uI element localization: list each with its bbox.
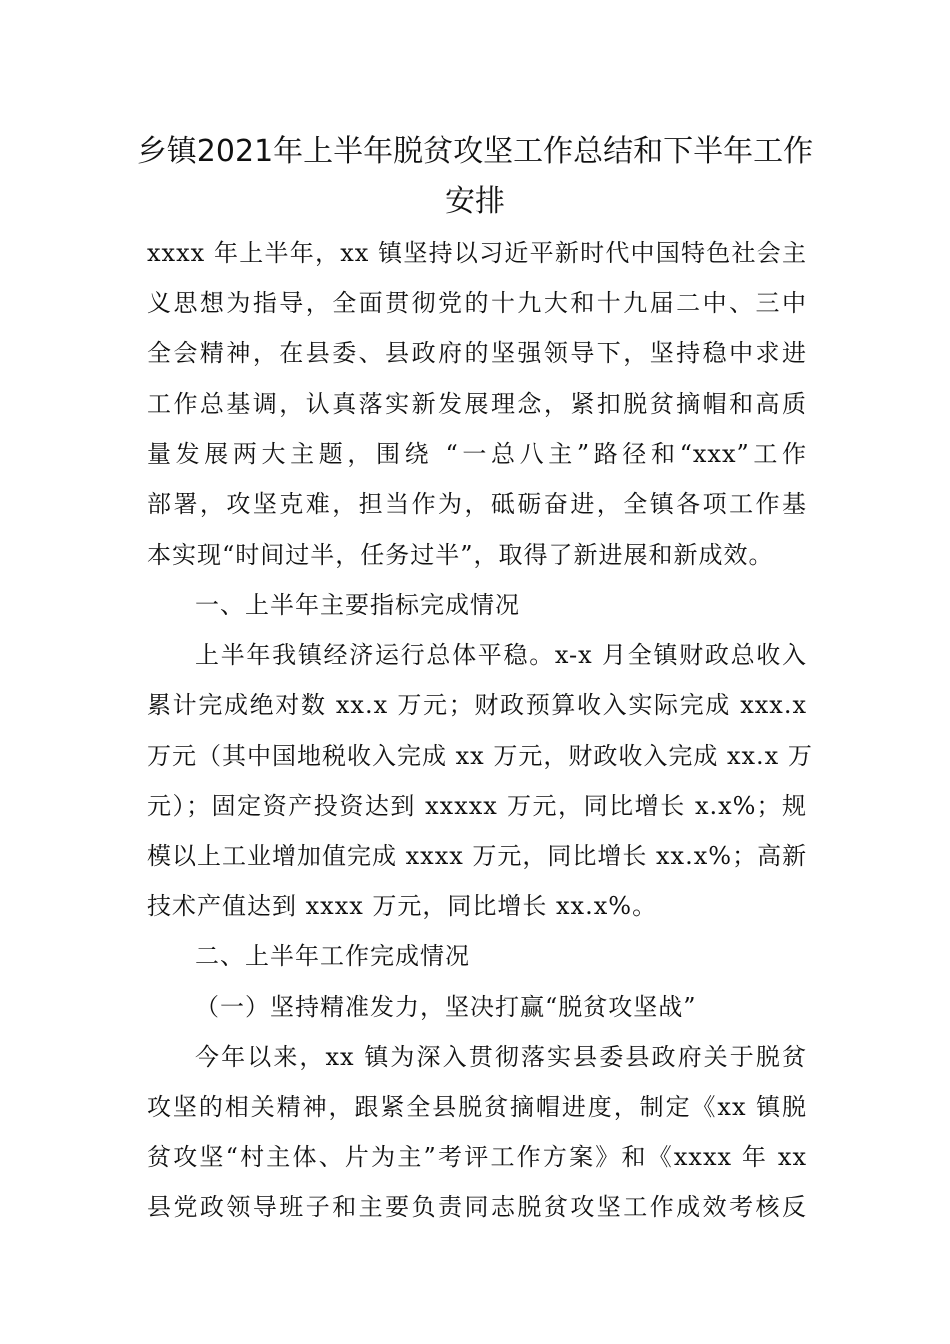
body-line-2: 义思想为指导，全面贯彻党的十九大和十九届二中、三中 xyxy=(147,289,807,317)
body-line-16: 贫攻坚“村主体、片为主”考评工作方案》和《xxxx 年 xx xyxy=(147,1143,807,1171)
body-line-3: 全会精神，在县委、县政府的坚强领导下，坚持稳中求进 xyxy=(147,339,807,367)
body-line-9: 累计完成绝对数 xx.x 万元；财政预算收入实际完成 xxx.x xyxy=(147,691,807,719)
body-line-15: 攻坚的相关精神，跟紧全县脱贫摘帽进度，制定《xx 镇脱 xyxy=(147,1093,807,1121)
body-line-17: 县党政领导班子和主要负责同志脱贫攻坚工作成效考核反 xyxy=(147,1193,807,1221)
body-line-4: 工作总基调，认真落实新发展理念，紧扣脱贫摘帽和高质 xyxy=(147,390,807,418)
section-heading-2: 二、上半年工作完成情况 xyxy=(195,942,470,970)
subsection-heading-1: （一）坚持精准发力，坚决打赢“脱贫攻坚战” xyxy=(195,993,697,1021)
body-line-6: 部署，攻坚克难，担当作为，砥砺奋进，全镇各项工作基 xyxy=(147,490,807,518)
document-title-line-1: 乡镇2021年上半年脱贫攻坚工作总结和下半年工作 xyxy=(136,134,814,169)
document-title-line-2: 安排 xyxy=(445,184,505,219)
body-line-12: 模以上工业增加值完成 xxxx 万元，同比增长 xx.x%；高新 xyxy=(147,842,808,870)
body-line-5: 量发展两大主题，围绕 “一总八主”路径和“xxx”工作 xyxy=(147,440,807,468)
body-line-14: 今年以来，xx 镇为深入贯彻落实县委县政府关于脱贫 xyxy=(195,1043,807,1071)
body-line-7: 本实现“时间过半，任务过半”，取得了新进展和新成效。 xyxy=(147,541,774,569)
body-line-13: 技术产值达到 xxxx 万元，同比增长 xx.x%。 xyxy=(147,892,658,920)
body-line-10: 万元（其中国地税收入完成 xx 万元，财政收入完成 xx.x 万 xyxy=(147,742,813,770)
body-line-1: xxxx 年上半年，xx 镇坚持以习近平新时代中国特色社会主 xyxy=(147,239,807,267)
body-line-11: 元）；固定资产投资达到 xxxxx 万元，同比增长 x.x%；规 xyxy=(147,792,807,820)
section-heading-1: 一、上半年主要指标完成情况 xyxy=(195,591,520,619)
body-line-8: 上半年我镇经济运行总体平稳。x-x 月全镇财政总收入 xyxy=(195,641,807,669)
